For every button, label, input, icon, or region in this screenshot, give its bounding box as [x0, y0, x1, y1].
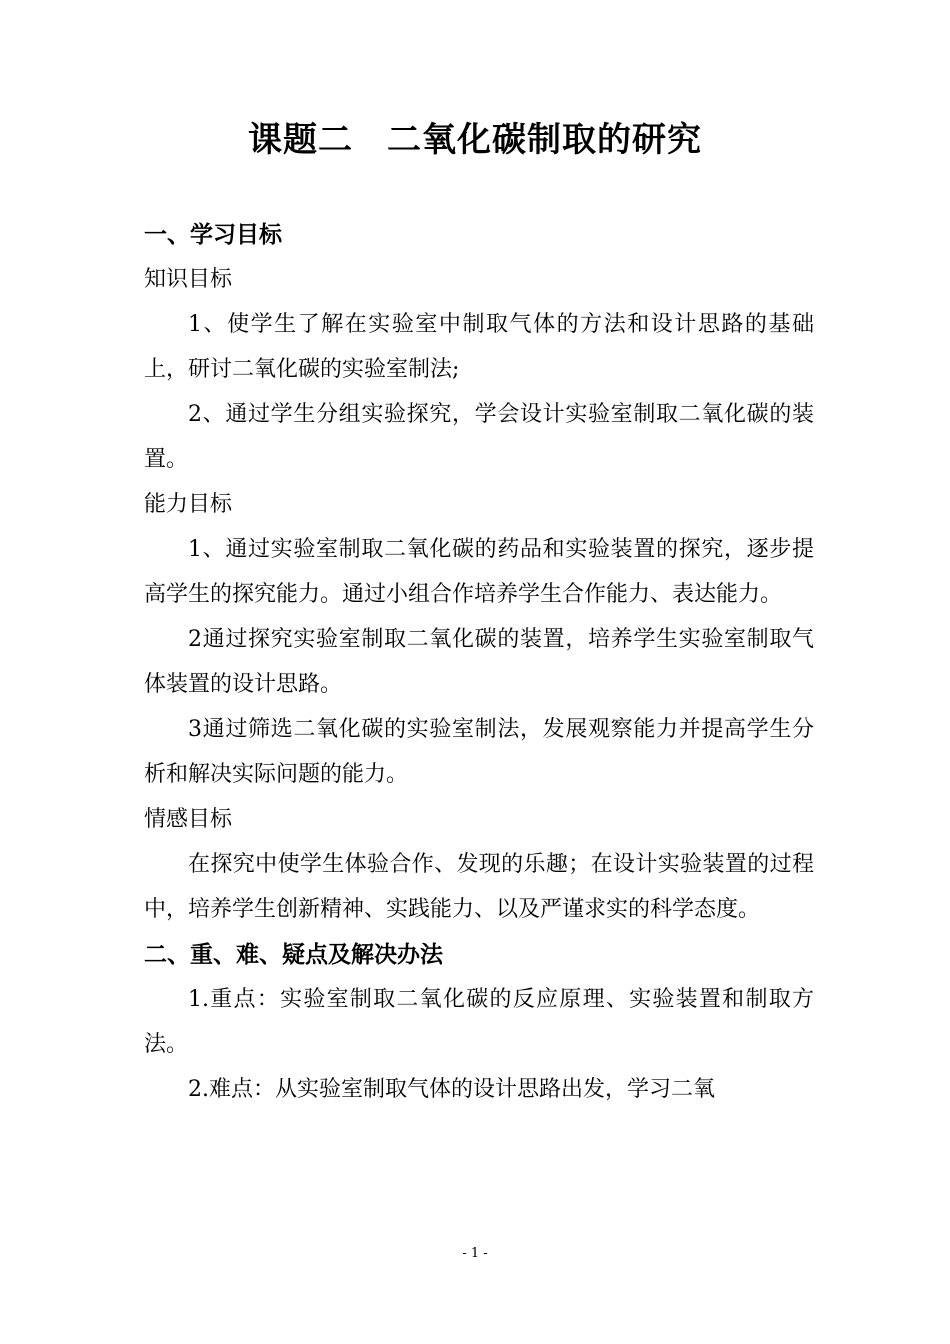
difficult-point: 2.难点：从实验室制取气体的设计思路出发，学习二氧 — [188, 1077, 715, 1102]
title-part2: 二氧化碳制取的研究 — [387, 120, 702, 160]
section1-heading: 一、学习目标 — [144, 221, 282, 248]
ability-goal-1: 1、通过实验室制取二氧化碳的药品和实验装置的探究，逐步提高学生的探究能力。通过小组合作培养学生合作能力、表达能力。 — [144, 537, 814, 607]
key-point: 1.重点：实验室制取二氧化碳的反应原理、实验装置和制取方法。 — [144, 987, 814, 1057]
emotion-goals-label: 情感目标 — [144, 807, 233, 832]
page-number: - 1 - — [462, 1246, 488, 1261]
ability-goals-label: 能力目标 — [144, 492, 233, 517]
emotion-goal-1: 在探究中使学生体验合作、发现的乐趣；在设计实验装置的过程中，培养学生创新精神、实践能力、以及严谨求实的科学态度。 — [144, 852, 814, 922]
section2-heading: 二、重、难、疑点及解决办法 — [144, 941, 443, 968]
knowledge-goals-label: 知识目标 — [144, 267, 233, 292]
knowledge-goal-2: 2、通过学生分组实验探究，学会设计实验室制取二氧化碳的装置。 — [144, 402, 814, 472]
ability-goal-2: 2通过探究实验室制取二氧化碳的装置，培养学生实验室制取气体装置的设计思路。 — [144, 627, 814, 697]
knowledge-goal-1: 1、使学生了解在实验室中制取气体的方法和设计思路的基础上，研讨二氧化碳的实验室制法; — [144, 312, 814, 382]
title-part1: 课题二 — [248, 120, 353, 160]
document-body — [144, 212, 814, 1112]
ability-goal-3: 3通过筛选二氧化碳的实验室制法，发展观察能力并提高学生分析和解决实际问题的能力。 — [144, 717, 814, 787]
page-title — [0, 112, 950, 168]
